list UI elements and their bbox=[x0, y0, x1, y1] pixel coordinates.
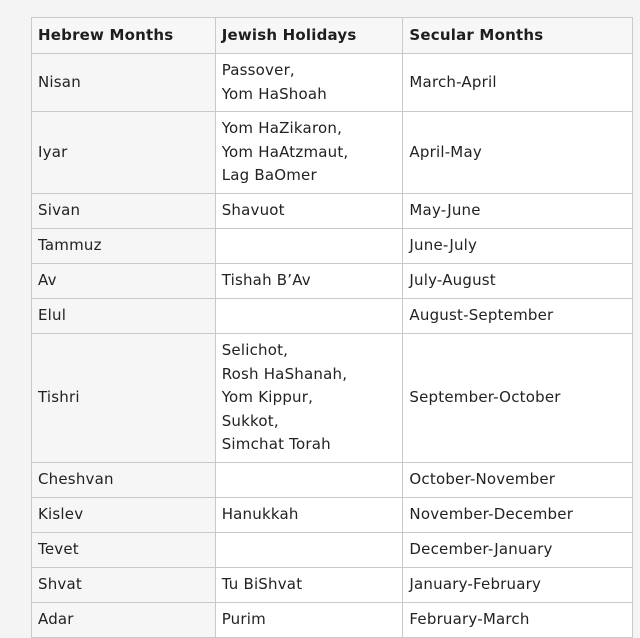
holiday-name: Yom HaZikaron, bbox=[221, 119, 343, 138]
secular-months-cell: November-December bbox=[403, 498, 633, 533]
holiday-name: Sukkot, bbox=[221, 411, 279, 430]
hebrew-month-cell: Sivan bbox=[32, 194, 216, 229]
jewish-holidays-cell bbox=[215, 229, 403, 264]
header-hebrew-months: Hebrew Months bbox=[32, 18, 216, 54]
hebrew-month-cell: Cheshvan bbox=[32, 463, 216, 498]
jewish-holidays-cell bbox=[215, 603, 403, 638]
jewish-holidays-cell bbox=[215, 498, 403, 533]
hebrew-month-cell: Tevet bbox=[32, 533, 216, 568]
table-row bbox=[32, 112, 633, 194]
hebrew-month-cell: Shvat bbox=[32, 568, 216, 603]
hebrew-month-cell: Adar bbox=[32, 603, 216, 638]
holiday-name: Simchat Torah bbox=[221, 435, 331, 454]
secular-months-cell: January-February bbox=[403, 568, 633, 603]
secular-months-cell: July-August bbox=[403, 264, 633, 299]
secular-months-cell: October-November bbox=[403, 463, 633, 498]
hebrew-month-cell: Nisan bbox=[32, 54, 216, 112]
holiday-name: Purim bbox=[221, 610, 266, 629]
jewish-holidays-cell bbox=[215, 112, 403, 194]
hebrew-month-cell: Iyar bbox=[32, 112, 216, 194]
hebrew-calendar-table bbox=[31, 17, 633, 638]
holiday-name: Yom HaAtzmaut, bbox=[221, 142, 349, 161]
holiday-name: Rosh HaShanah, bbox=[221, 364, 348, 383]
holiday-name: Tishah B’Av bbox=[221, 271, 311, 290]
table-header bbox=[32, 18, 633, 54]
secular-months-cell: August-September bbox=[403, 299, 633, 334]
table-body bbox=[32, 54, 633, 638]
table-row bbox=[32, 299, 633, 334]
header-row bbox=[32, 18, 633, 54]
hebrew-month-cell: Tishri bbox=[32, 334, 216, 463]
table-row bbox=[32, 54, 633, 112]
secular-months-cell: May-June bbox=[403, 194, 633, 229]
table-row bbox=[32, 194, 633, 229]
secular-months-cell: February-March bbox=[403, 603, 633, 638]
holiday-name: Lag BaOmer bbox=[221, 166, 317, 185]
holiday-name: Passover, bbox=[221, 61, 295, 79]
table-row bbox=[32, 498, 633, 533]
hebrew-month-cell: Elul bbox=[32, 299, 216, 334]
holiday-name: Shavuot bbox=[221, 201, 285, 220]
header-secular-months: Secular Months bbox=[403, 18, 633, 54]
hebrew-month-cell: Av bbox=[32, 264, 216, 299]
holiday-name: Yom Kippur, bbox=[221, 388, 314, 407]
table-row bbox=[32, 603, 633, 638]
jewish-holidays-cell bbox=[215, 194, 403, 229]
hebrew-month-cell: Kislev bbox=[32, 498, 216, 533]
secular-months-cell: June-July bbox=[403, 229, 633, 264]
table-row bbox=[32, 264, 633, 299]
jewish-holidays-cell bbox=[215, 533, 403, 568]
table-row bbox=[32, 463, 633, 498]
table-row bbox=[32, 533, 633, 568]
jewish-holidays-cell bbox=[215, 264, 403, 299]
jewish-holidays-cell bbox=[215, 463, 403, 498]
holiday-name: Selichot, bbox=[221, 341, 289, 360]
holiday-name: Hanukkah bbox=[221, 505, 299, 524]
jewish-holidays-cell bbox=[215, 299, 403, 334]
table-row bbox=[32, 568, 633, 603]
table-row bbox=[32, 334, 633, 463]
hebrew-month-cell: Tammuz bbox=[32, 229, 216, 264]
holiday-name: Tu BiShvat bbox=[221, 575, 303, 594]
holiday-name: Yom HaShoah bbox=[221, 84, 327, 103]
secular-months-cell: September-October bbox=[403, 334, 633, 463]
jewish-holidays-cell bbox=[215, 334, 403, 463]
calendar-table-container bbox=[31, 17, 633, 638]
header-jewish-holidays: Jewish Holidays bbox=[215, 18, 403, 54]
secular-months-cell: December-January bbox=[403, 533, 633, 568]
jewish-holidays-cell bbox=[215, 54, 403, 112]
secular-months-cell: April-May bbox=[403, 112, 633, 194]
secular-months-cell: March-April bbox=[403, 54, 633, 112]
table-row bbox=[32, 229, 633, 264]
jewish-holidays-cell bbox=[215, 568, 403, 603]
